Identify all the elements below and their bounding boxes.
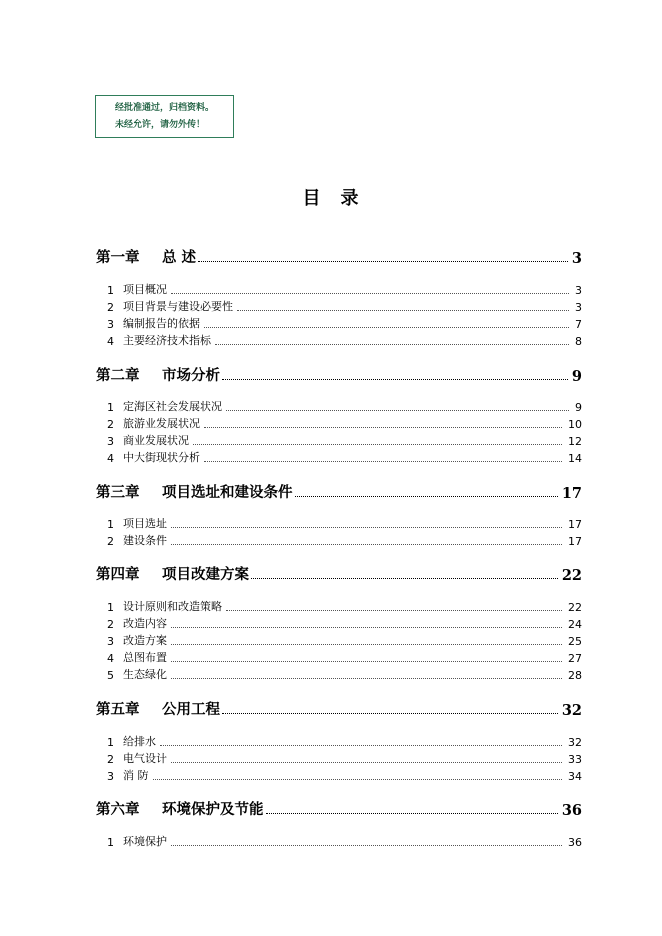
chapter-number: 第二章 xyxy=(96,367,140,384)
dot-leader xyxy=(222,379,568,380)
chapter-title: 项目选址和建设条件 xyxy=(162,484,293,501)
section-number: 3 xyxy=(107,435,114,448)
dot-leader xyxy=(204,427,562,428)
dot-leader xyxy=(251,578,558,579)
chapter-page: 32 xyxy=(561,702,582,719)
toc-section-1-3[interactable] xyxy=(107,315,582,331)
section-title: 项目背景与建设必要性 xyxy=(123,300,233,313)
toc-chapter-1[interactable] xyxy=(96,245,582,267)
section-title: 设计原则和改造策略 xyxy=(123,600,222,613)
section-number: 1 xyxy=(107,284,114,297)
section-title: 建设条件 xyxy=(123,534,167,547)
chapter-page: 9 xyxy=(571,368,582,385)
chapter-title: 总 述 xyxy=(162,249,197,266)
section-page: 17 xyxy=(568,535,582,548)
section-title: 商业发展状况 xyxy=(123,434,189,447)
toc-section-5-1[interactable] xyxy=(107,733,582,749)
dot-leader xyxy=(171,627,562,628)
section-number: 1 xyxy=(107,736,114,749)
section-number: 4 xyxy=(107,452,114,465)
section-page: 7 xyxy=(575,318,582,331)
section-title: 环境保护 xyxy=(123,835,167,848)
toc-section-1-4[interactable] xyxy=(107,332,582,348)
toc-section-4-4[interactable] xyxy=(107,649,582,665)
section-page: 24 xyxy=(568,618,582,631)
section-page: 27 xyxy=(568,652,582,665)
section-title: 给排水 xyxy=(123,735,156,748)
section-number: 3 xyxy=(107,770,114,783)
dot-leader xyxy=(171,544,562,545)
toc-section-1-2[interactable] xyxy=(107,298,582,314)
dot-leader xyxy=(171,661,562,662)
dot-leader xyxy=(226,610,562,611)
section-page: 3 xyxy=(575,301,582,314)
toc-section-4-2[interactable] xyxy=(107,615,582,631)
dot-leader xyxy=(204,327,569,328)
archive-stamp xyxy=(95,95,234,138)
chapter-number: 第五章 xyxy=(96,701,140,718)
section-page: 36 xyxy=(568,836,582,849)
section-page: 3 xyxy=(575,284,582,297)
toc-chapter-2[interactable] xyxy=(96,363,582,385)
chapter-page: 22 xyxy=(561,567,582,584)
toc-chapter-3[interactable] xyxy=(96,480,582,502)
section-page: 8 xyxy=(575,335,582,348)
dot-leader xyxy=(266,813,558,814)
section-number: 2 xyxy=(107,418,114,431)
dot-leader xyxy=(215,344,569,345)
toc-section-1-1[interactable] xyxy=(107,281,582,297)
section-page: 9 xyxy=(575,401,582,414)
chapter-page: 3 xyxy=(571,250,582,267)
section-page: 12 xyxy=(568,435,582,448)
stamp-line-1: 经批准通过，归档资料。 xyxy=(115,103,215,113)
dot-leader xyxy=(295,496,558,497)
dot-leader xyxy=(237,310,569,311)
section-number: 4 xyxy=(107,335,114,348)
section-title: 总图布置 xyxy=(123,651,167,664)
toc-section-4-1[interactable] xyxy=(107,598,582,614)
dot-leader xyxy=(160,745,562,746)
toc-chapter-5[interactable] xyxy=(96,697,582,719)
section-page: 10 xyxy=(568,418,582,431)
toc-section-2-4[interactable] xyxy=(107,449,582,465)
dot-leader xyxy=(198,261,568,262)
section-number: 2 xyxy=(107,301,114,314)
toc-section-6-1[interactable] xyxy=(107,833,582,849)
section-number: 2 xyxy=(107,618,114,631)
toc-title: 目 录 xyxy=(302,188,360,209)
dot-leader xyxy=(204,461,562,462)
chapter-number: 第四章 xyxy=(96,566,140,583)
chapter-number: 第六章 xyxy=(96,801,140,818)
section-title: 项目选址 xyxy=(123,517,167,530)
section-title: 消 防 xyxy=(123,769,149,782)
chapter-title: 公用工程 xyxy=(162,701,220,718)
section-page: 28 xyxy=(568,669,582,682)
section-title: 编制报告的依据 xyxy=(123,317,200,330)
chapter-page: 36 xyxy=(561,802,582,819)
section-page: 33 xyxy=(568,753,582,766)
section-page: 25 xyxy=(568,635,582,648)
toc-section-5-2[interactable] xyxy=(107,750,582,766)
toc-section-2-2[interactable] xyxy=(107,415,582,431)
section-number: 3 xyxy=(107,635,114,648)
section-title: 中大街现状分析 xyxy=(123,451,200,464)
section-title: 改造方案 xyxy=(123,634,167,647)
section-page: 22 xyxy=(568,601,582,614)
toc-chapter-6[interactable] xyxy=(96,797,582,819)
dot-leader xyxy=(171,762,562,763)
toc-section-3-1[interactable] xyxy=(107,515,582,531)
dot-leader xyxy=(193,444,562,445)
stamp-line-2: 未经允许，请勿外传！ xyxy=(115,120,206,130)
section-number: 1 xyxy=(107,518,114,531)
dot-leader xyxy=(171,644,562,645)
dot-leader xyxy=(222,713,558,714)
chapter-title: 市场分析 xyxy=(162,367,220,384)
section-number: 1 xyxy=(107,401,114,414)
toc-section-2-1[interactable] xyxy=(107,398,582,414)
section-title: 生态绿化 xyxy=(123,668,167,681)
section-title: 电气设计 xyxy=(123,752,167,765)
dot-leader xyxy=(153,779,563,780)
section-page: 17 xyxy=(568,518,582,531)
section-title: 旅游业发展状况 xyxy=(123,417,200,430)
section-title: 项目概况 xyxy=(123,283,167,296)
section-number: 4 xyxy=(107,652,114,665)
section-number: 2 xyxy=(107,753,114,766)
section-number: 3 xyxy=(107,318,114,331)
toc-section-5-3[interactable] xyxy=(107,767,582,783)
section-page: 32 xyxy=(568,736,582,749)
section-number: 2 xyxy=(107,535,114,548)
dot-leader xyxy=(171,678,562,679)
chapter-number: 第三章 xyxy=(96,484,140,501)
toc-section-3-2[interactable] xyxy=(107,532,582,548)
toc-chapter-4[interactable] xyxy=(96,562,582,584)
dot-leader xyxy=(171,527,562,528)
section-number: 5 xyxy=(107,669,114,682)
section-title: 主要经济技术指标 xyxy=(123,334,211,347)
toc-section-4-3[interactable] xyxy=(107,632,582,648)
section-page: 34 xyxy=(568,770,582,783)
toc-section-2-3[interactable] xyxy=(107,432,582,448)
chapter-title: 环境保护及节能 xyxy=(162,801,264,818)
section-number: 1 xyxy=(107,601,114,614)
dot-leader xyxy=(171,293,569,294)
chapter-number: 第一章 xyxy=(96,249,140,266)
dot-leader xyxy=(171,845,562,846)
section-title: 定海区社会发展状况 xyxy=(123,400,222,413)
section-page: 14 xyxy=(568,452,582,465)
section-title: 改造内容 xyxy=(123,617,167,630)
toc-section-4-5[interactable] xyxy=(107,666,582,682)
chapter-title: 项目改建方案 xyxy=(162,566,249,583)
dot-leader xyxy=(226,410,569,411)
section-number: 1 xyxy=(107,836,114,849)
chapter-page: 17 xyxy=(561,485,582,502)
